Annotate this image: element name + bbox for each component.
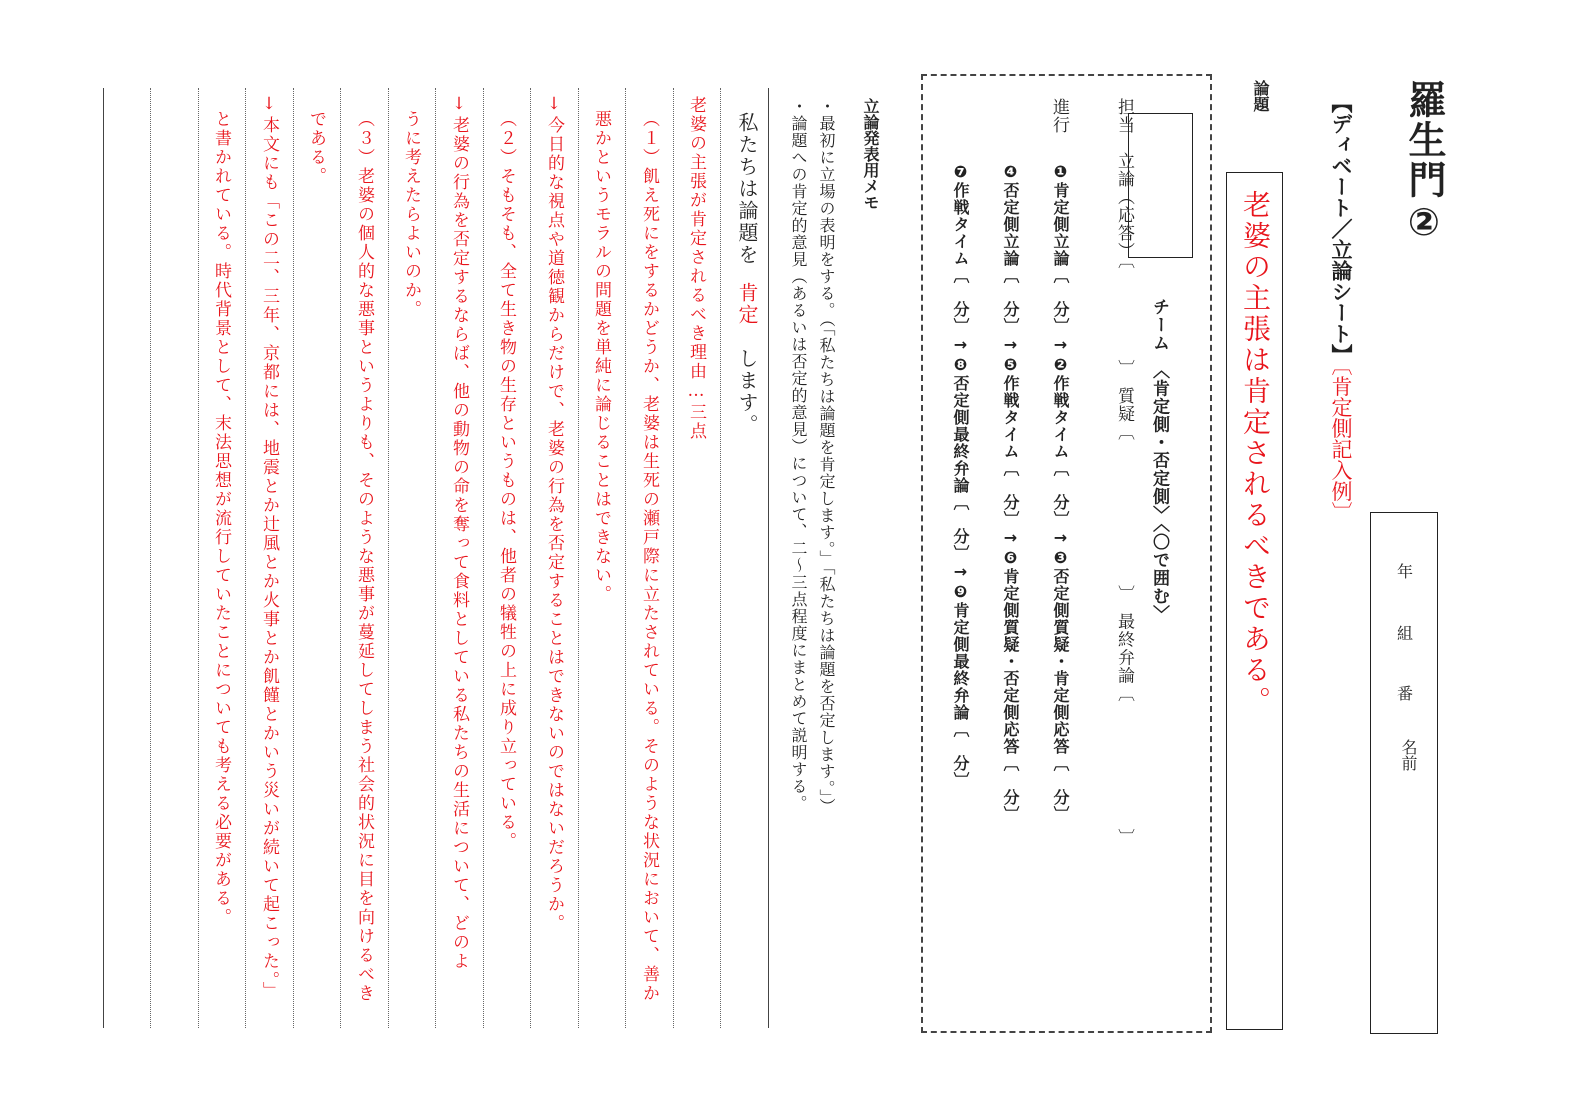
ruled-line xyxy=(673,88,674,1028)
name-label: 名前 xyxy=(1399,739,1418,771)
ruled-line xyxy=(435,88,436,1028)
year-label: 年 xyxy=(1397,562,1414,581)
memo-heading: 立論発表用メモ xyxy=(861,98,880,210)
topic-text: 老婆の主張は肯定されるべきである。 xyxy=(1239,190,1272,717)
example-label: 〔肯定側記入例〕 xyxy=(1329,365,1353,523)
ruled-line xyxy=(340,88,341,1028)
ruled-line xyxy=(198,88,199,1028)
progress-line-1: ❶肯定側立論〔 分〕→❷作戦タイム〔 分〕→❸否定側質疑・肯定側応答〔 分〕 xyxy=(1051,162,1070,823)
ruled-line xyxy=(293,88,294,1028)
sheet-type: 【ディベート／立論シート】 xyxy=(1329,92,1353,365)
memo-bullet-2: ・論題への肯定的意見（あるいは否定的意見）について、二〜三点程度にまとめて説明する。 xyxy=(789,98,808,812)
answer-line-2: （１）飢え死にをするかどうか、老婆は生死の瀬戸際に立たされている。そのような状況において、善か xyxy=(639,110,659,1003)
answer-line-6: ↓老婆の行為を否定するならば、他の動物の命を奪って食料としている私たちの生活について、どのよ xyxy=(449,94,469,971)
answer-line-5: （２）そもそも、全て生き物の生存というものは、他者の犠牲の上に成り立っている。 xyxy=(496,110,516,851)
progress-line-3: ❼作戦タイム〔 分〕→❽否定側最終弁論〔 分〕→❾肯定側最終弁論〔 分〕 xyxy=(951,162,970,789)
answer-line-9: である。 xyxy=(306,110,326,186)
ruled-line xyxy=(530,88,531,1028)
class-label: 組 xyxy=(1397,624,1414,643)
number-label: 番 xyxy=(1397,684,1414,703)
stance-statement xyxy=(733,112,762,436)
statement-suffix: します。 xyxy=(735,348,759,436)
team-name-input[interactable] xyxy=(1128,113,1193,258)
answer-line-4: ↓今日的な視点や道徳観からだけで、老婆の行為を否定することはできないのではないだろうか。 xyxy=(544,94,564,933)
answer-line-8: （３）老婆の個人的な悪事というよりも、そのような悪事が蔓延してしまう社会的状況に目を向けるべき xyxy=(354,110,374,1003)
ruled-line xyxy=(768,88,769,1028)
role-line: 担当 立論（応答）〔 〕 質疑〔 〕 最終弁論〔 〕 xyxy=(1114,98,1134,847)
progress-label: 進行 xyxy=(1049,98,1069,134)
topic-label: 論題 xyxy=(1251,80,1270,112)
ruled-line xyxy=(245,88,246,1028)
ruled-line xyxy=(483,88,484,1028)
progress-line-2: ❹否定側立論〔 分〕→❺作戦タイム〔 分〕→❻肯定側質疑・否定側応答〔 分〕 xyxy=(1001,162,1020,823)
memo-bullet-1: ・最初に立場の表明をする。（「私たちは論題を肯定します。」「私たちは論題を否定します。」） xyxy=(817,98,836,815)
answer-line-3: 悪かというモラルの問題を単純に論じることはできない。 xyxy=(591,110,611,604)
ruled-line xyxy=(720,88,721,1028)
name-box[interactable] xyxy=(1370,512,1438,1034)
statement-prefix: 私たちは論題を xyxy=(735,112,759,266)
ruled-line xyxy=(625,88,626,1028)
sheet-subtitle xyxy=(1326,92,1356,523)
answer-line-11: と書かれている。時代背景として、末法思想が流行していたことについても考える必要がある。 xyxy=(211,110,231,927)
ruled-line xyxy=(388,88,389,1028)
page-title: 羅生門② xyxy=(1402,80,1446,246)
ruled-line xyxy=(103,88,104,1028)
team-line: チーム 〈肯定側・否定側〉〈〇で囲む〉 xyxy=(1149,298,1169,623)
answer-line-7: うに考えたらよいのか。 xyxy=(401,110,421,319)
ruled-line xyxy=(578,88,579,1028)
answer-line-10: ↓本文にも「この二、三年、京都には、地震とか辻風とか火事とか飢饉とかいう災いが続いて起こった。」 xyxy=(259,94,279,1001)
ruled-line xyxy=(150,88,151,1028)
answer-line-1: 老婆の主張が肯定されるべき理由…三点 xyxy=(686,96,706,441)
stance-value[interactable]: 肯定 xyxy=(735,282,759,326)
